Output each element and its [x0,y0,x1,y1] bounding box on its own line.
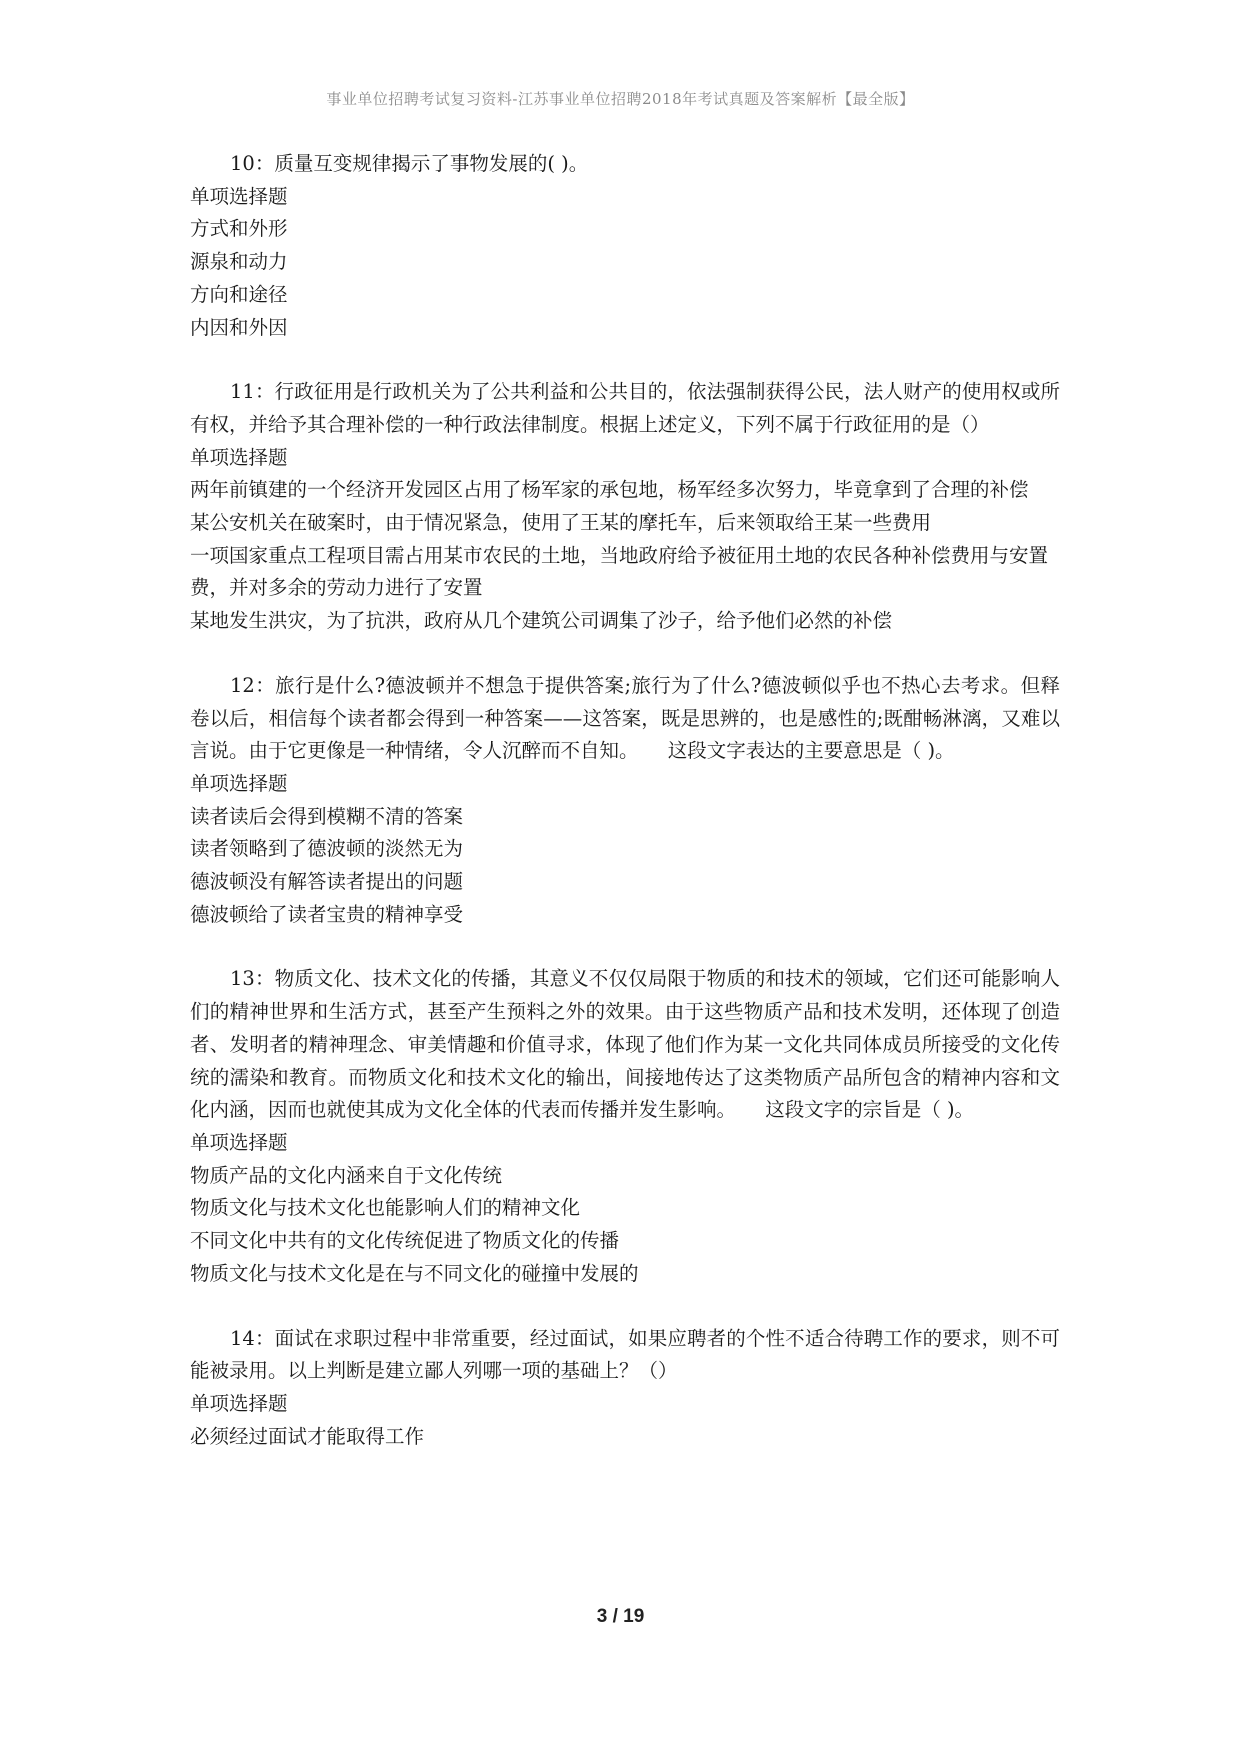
answer-option: 内因和外因 [190,315,288,339]
answer-option: 读者领略到了德波顿的淡然无为 [190,837,464,861]
question-11 [190,376,1060,638]
question-type: 单项选择题 [190,184,288,208]
question-stem: 12：旅行是什么?德波顿并不想急于提供答案;旅行为了什么?德波顿似乎也不热心去考求。但释卷以后，相信每个读者都会得到一种答案——这答案，既是思辨的，也是感性的;既酣畅淋漓，又难以言说。由于它更像是一种情绪，令人沉醉而不自知。 这段文字表达的主要意思是（ )。 [190,673,1060,763]
question-type: 单项选择题 [190,445,288,469]
answer-option: 某公安机关在破案时，由于情况紧急，使用了王某的摩托车，后来领取给王某一些费用 [190,511,932,535]
question-12 [190,670,1060,932]
answer-option: 源泉和动力 [190,250,288,274]
answer-option: 方式和外形 [190,217,288,241]
question-type: 单项选择题 [190,771,288,795]
answer-option: 两年前镇建的一个经济开发园区占用了杨军家的承包地，杨军经多次努力，毕竟拿到了合理的补偿 [190,478,1029,502]
answer-option: 德波顿没有解答读者提出的问题 [190,870,464,894]
question-stem: 11：行政征用是行政机关为了公共利益和公共目的，依法强制获得公民，法人财产的使用权或所有权，并给予其合理补偿的一种行政法律制度。根据上述定义，下列不属于行政征用的是（） [190,380,1060,436]
answer-option: 必须经过面试才能取得工作 [190,1424,425,1448]
question-type: 单项选择题 [190,1391,288,1415]
answer-option: 物质文化与技术文化是在与不同文化的碰撞中发展的 [190,1261,639,1285]
question-13 [190,963,1060,1290]
question-10 [190,148,1060,344]
document-body [190,148,1060,1453]
answer-option: 不同文化中共有的文化传统促进了物质文化的传播 [190,1229,620,1253]
question-stem: 14：面试在求职过程中非常重要，经过面试，如果应聘者的个性不适合待聘工作的要求，则不可能被录用。以上判断是建立鄙人列哪一项的基础上？（） [190,1326,1060,1383]
answer-option: 一项国家重点工程项目需占用某市农民的土地，当地政府给予被征用土地的农民各种补偿费用与安置费，并对多余的劳动力进行了安置 [190,543,1049,600]
page-header: 事业单位招聘考试复习资料-江苏事业单位招聘2018年考试真题及答案解析【最全版】 [326,90,915,108]
answer-option: 某地发生洪灾，为了抗洪，政府从几个建筑公司调集了沙子，给予他们必然的补偿 [190,609,893,633]
answer-option: 方向和途径 [190,282,288,306]
answer-option: 物质文化与技术文化也能影响人们的精神文化 [190,1196,581,1220]
question-14 [190,1323,1060,1454]
question-stem: 13：物质文化、技术文化的传播，其意义不仅仅局限于物质的和技术的领域，它们还可能影响人们的精神世界和生活方式，甚至产生预料之外的效果。由于这些物质产品和技术发明，还体现了创造者、发明者的精神理念、审美情趣和价值寻求，体现了他们作为某一文化共同体成员所接受的文化传统的濡染和教育。而物质文化和技术文化的输出，间接地传达了这类物质产品所包含的精神内容和文化内涵，因而也就使其成为文化全体的代表而传播并发生影响。 这段文字的宗旨是（ )。 [190,967,1060,1122]
answer-option: 物质产品的文化内涵来自于文化传统 [190,1163,503,1187]
answer-option: 读者读后会得到模糊不清的答案 [190,804,464,828]
question-type: 单项选择题 [190,1130,288,1154]
answer-option: 德波顿给了读者宝贵的精神享受 [190,902,464,926]
page-number: 3 / 19 [596,1606,645,1627]
question-stem: 10：质量互变规律揭示了事物发展的( )。 [230,152,589,175]
